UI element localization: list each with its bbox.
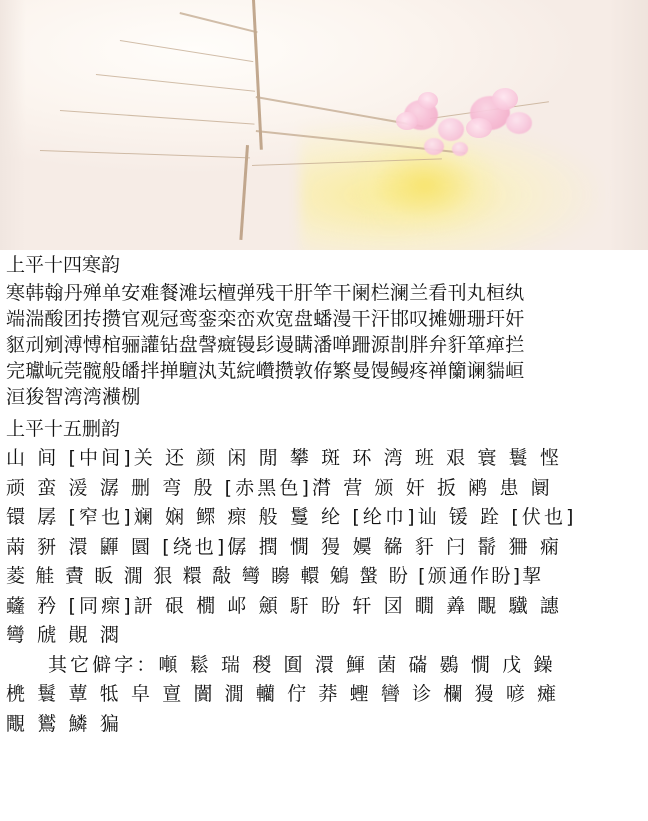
text-line: 完瓛岏莞髋般皤拌掸驙汍芄綄巑攒敦侟繁曼馒鳗疼禅籣谰貒峘 (6, 360, 525, 382)
photo-right-edge (608, 0, 648, 250)
text-line: 菱 觟 賮 眅 㵎 狠 糫 敽 彎 矏 轘 鵵 螌 盼 [颁通作盼]挈 (6, 565, 544, 587)
blossom-3-petal-a (492, 88, 518, 110)
qita-first-line: 噸 鬆 瑞 稯 圎 澴 鯶 菌 磮 鷃 憪 戊 鐰 (158, 653, 556, 676)
section-heading-shangping-15: 上平十五删韵 (6, 418, 121, 440)
blossom-6 (452, 142, 468, 156)
photo-warm-glow-core (355, 140, 495, 230)
text-line: 橷 鬟 蕈 牴 皁 亶 闠 㵎 轥 佇 莽 蟶 曫 诊 欄 獌 喭 瘫 (6, 683, 560, 705)
section-heading-shangping-14: 上平十四寒韵 (6, 254, 121, 276)
blossom-5 (424, 138, 444, 155)
document-text (0, 250, 648, 739)
text-line: 覸 鸑 鱗 猵 (6, 712, 122, 735)
section-heading-qita-pizi-line (0, 651, 648, 681)
text-line: 䓣 豜 澴 鼲 圜 [绕也]僝 撋 憪 獌 嬽 㣈 豻 闩 鬋 狦 痫 (6, 535, 562, 558)
text-line: 镮 孱 [窄也]斓 娴 鳏 瘝 般 鬘 纶 [纶巾]讪 锾 跧 [伏也] (6, 506, 577, 528)
blossom-2 (438, 118, 464, 141)
blossom-3-petal-b (466, 118, 492, 138)
header-photo (0, 0, 648, 250)
blossom-1-petal-b (418, 92, 438, 109)
text-line: 虄 矜 [同瘝]訮 硍 橌 邖 顩 馯 盼 轩 㘝 瞯 羴 覸 驖 譓 (6, 594, 562, 617)
photo-left-edge (0, 0, 26, 250)
text-line: 端湍酸团抟攒官观冠鸾銮栾峦欢宽盘蟠漫干汗邯叹摊姗珊玕奸 (6, 308, 525, 330)
text-line: 洹狻智湾湾㶇㭭 (6, 386, 141, 408)
text-line: 顽 蛮 湲 潺 删 弯 殷 [赤黑色]潸 营 颁 奸 扳 鹇 患 阛 (6, 476, 553, 499)
text-line: 䝙刓剜溥愽棺骊讙钻盘謦癍镘髟谩瞒潘啴跚源剒胖弁豻箪瘅拦 (6, 334, 525, 356)
text-line: 寒韩翰丹殚单安难餐滩坛檀弹残干肝竿干阑栏澜兰看刊丸桓纨 (6, 282, 525, 304)
blossom-1-petal-a (396, 112, 418, 130)
blossom-4 (506, 112, 532, 134)
text-line: 彎 䖐 䚋 㵍 (6, 624, 122, 646)
section-heading-qita-pizi: 其它僻字： (48, 653, 159, 676)
text-line: 山 间 [中间]关 还 颜 闲 閒 攀 斑 环 湾 班 艰 寰 鬟 悭 (6, 447, 562, 469)
